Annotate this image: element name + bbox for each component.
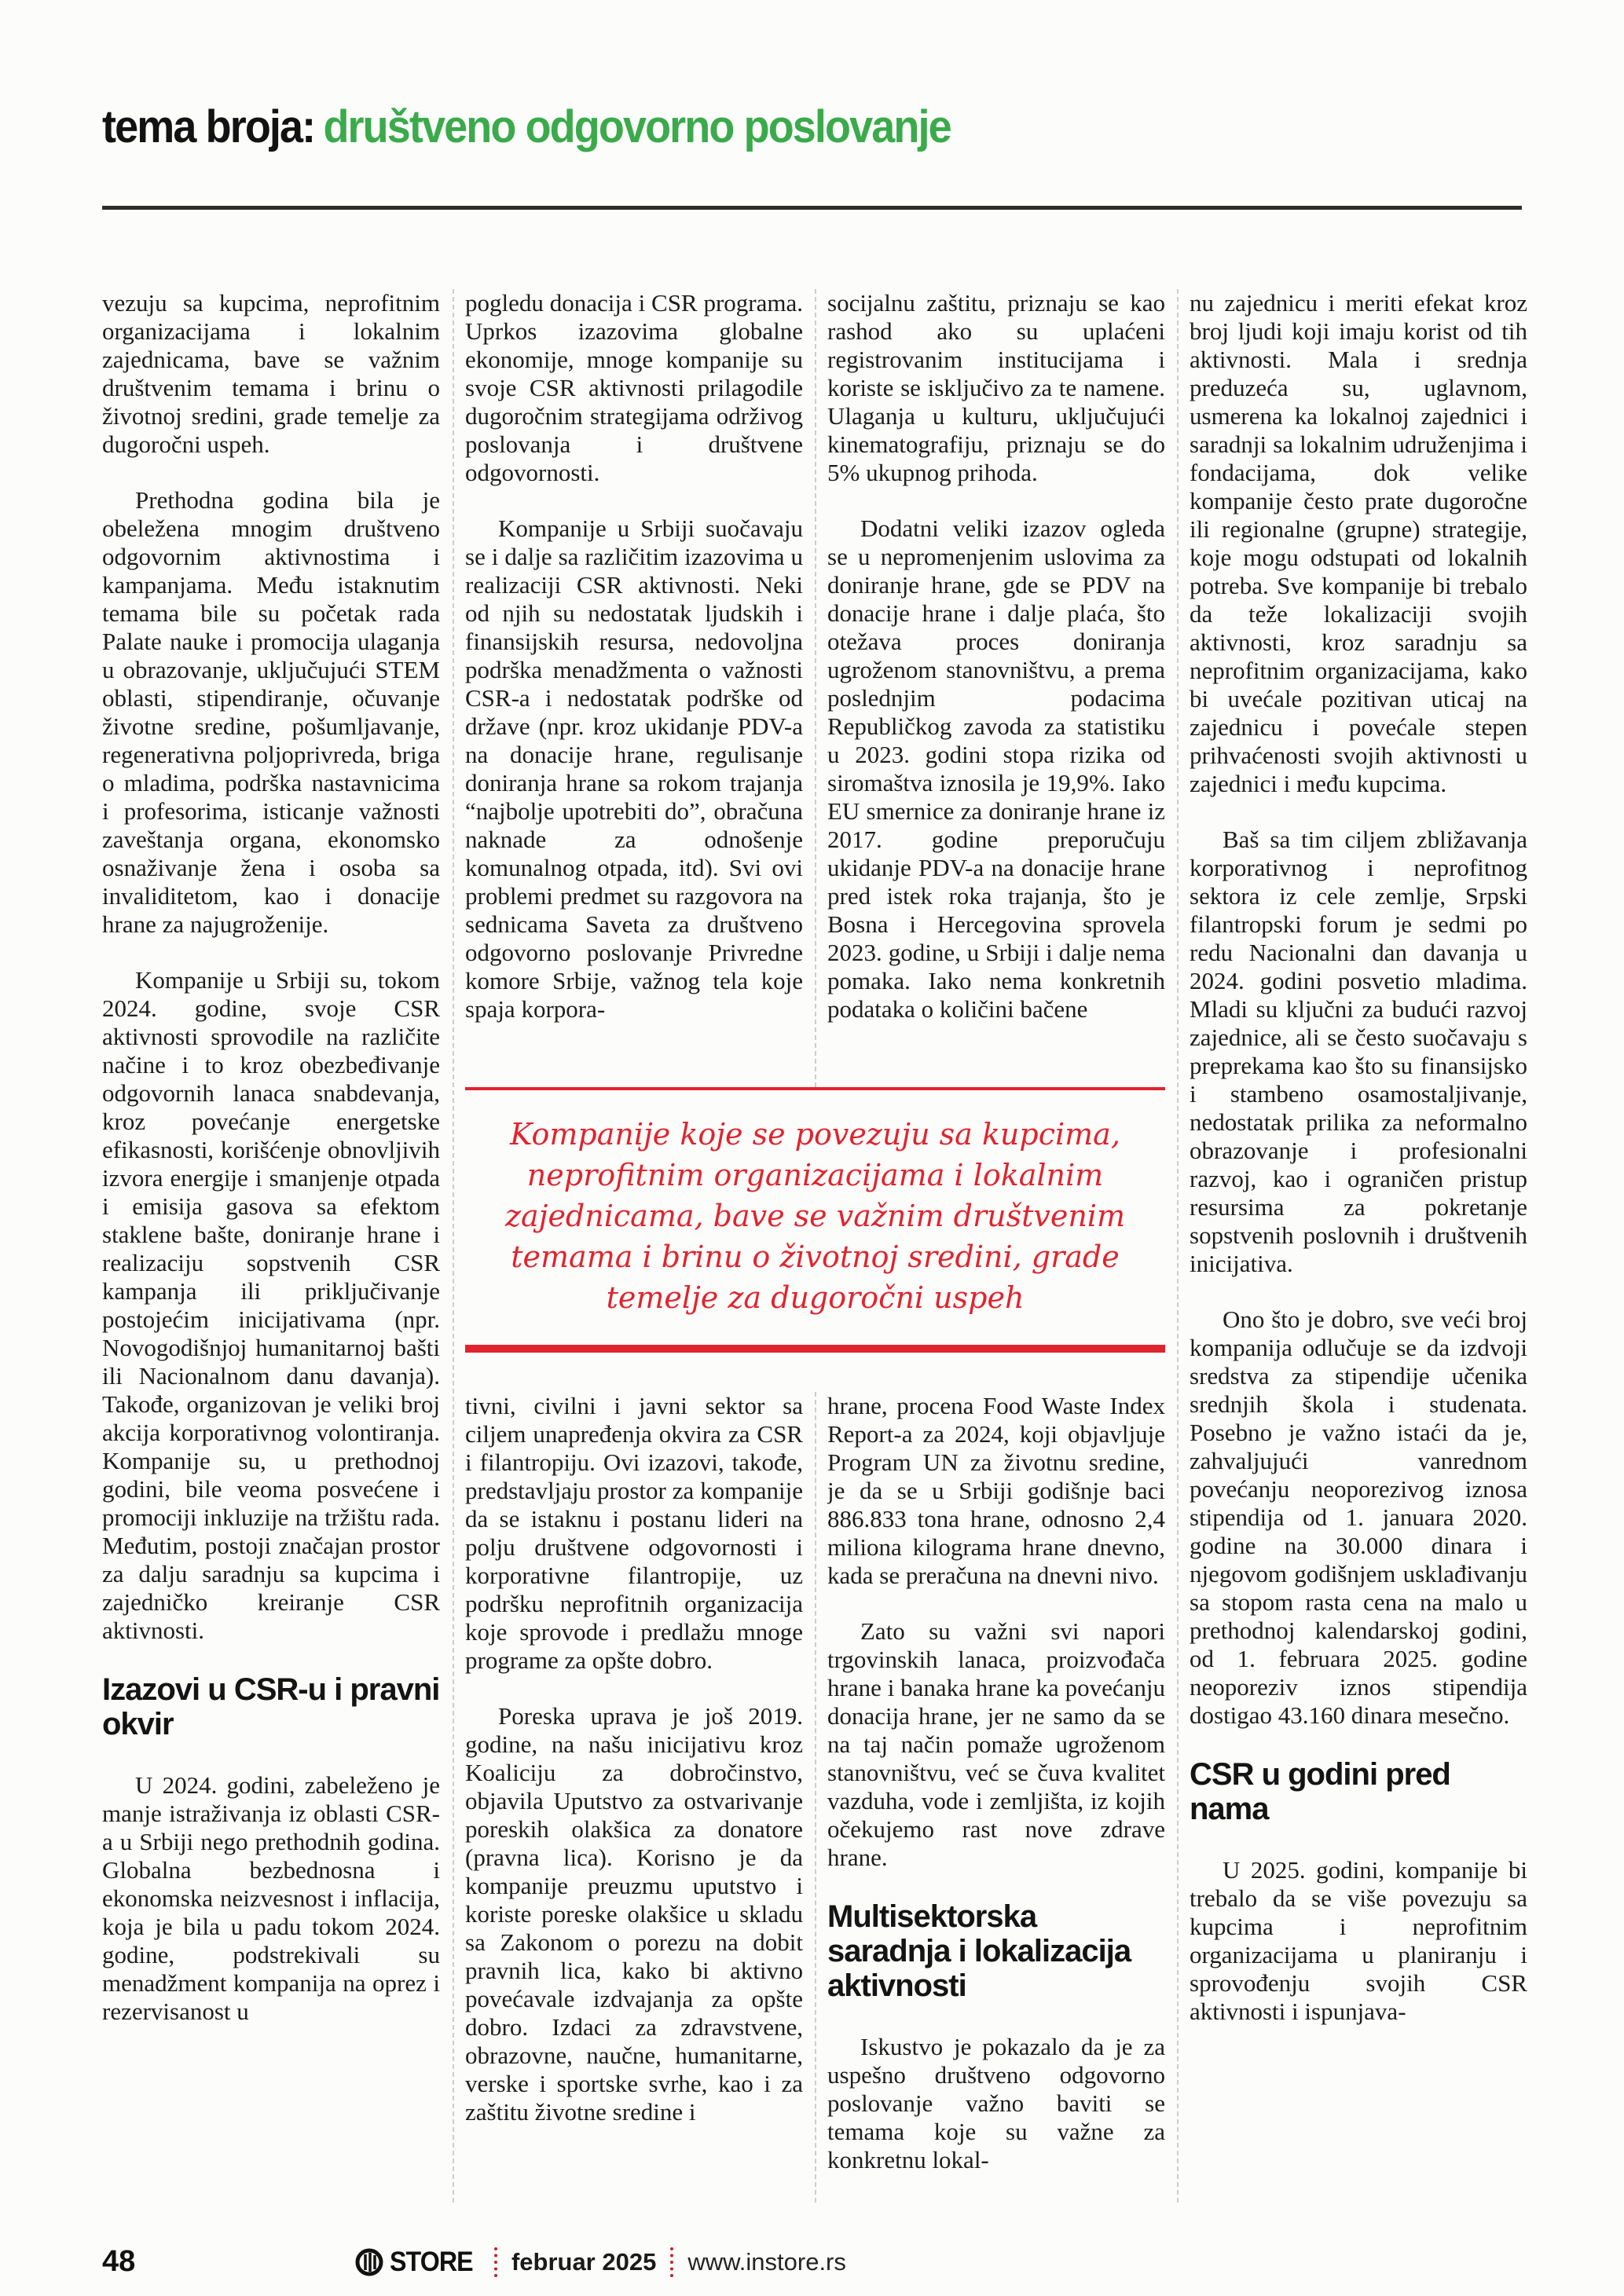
- brand-name: STORE: [390, 2247, 473, 2277]
- pull-quote: [465, 1087, 1165, 1353]
- pull-quote-text: Kompanije koje se povezuju sa kupcima, neprofitnim organizacijama i lokalnim zajednicama, bave se važnim društvenim temama i brinu o životnoj sredini, grade temelje za dugoročni uspeh: [504, 1117, 1125, 1315]
- article-paragraph: vezuju sa kupcima, neprofitnim organizacijama i lokalnim zajednicama, bave se važnim društvenim temama i brinu o životnoj sredini, grade temelje za dugoročni uspeh.: [102, 289, 440, 458]
- article-paragraph: Kompanije u Srbiji su, tokom 2024. godine, svoje CSR aktivnosti sprovodile na različite načine i to kroz obezbeđivanje odgovornih lanaca snabdevanja, kroz povećanje energetske efikasnosti, korišćenje obnovljivih izvora energije i smanjenje otpada i emisija gasova sa efektom staklene bašte, doniranje hrane i realizaciju sopstvenih CSR kampanja ili priključivanje postojećim inicijativama (npr. Novogodišnjoj humanitarnoj bašti ili Nacionalnom danu davanja). Takođe, organizovan je veliki broj akcija korporativnog volontiranja. Kompanije su, u prethodnoj godini, bile veoma posvećene i promociji inkluzije na tržištu rada. Međutim, postoji značajan prostor za dalju saradnju sa kupcima i zajedničko kreiranje CSR aktivnosti.: [102, 966, 440, 1644]
- footer-separator: [494, 2247, 497, 2277]
- article-paragraph: Baš sa tim ciljem zbližavanja korporativnog i neprofitnog sektora iz cele zemlje, Srpski filantropski forum je sedmi po redu Nacionalni dan davanja u 2024. godini posvetio mladima. Mladi su ključni za budući razvoj zajednice, ali se često suočavaju s preprekama kao što su finansijsko i stambeno osamostaljivanje, nedostatak prilika za neformalno obrazovanje i profesionalni razvoj, kao i ograničen pristup resursima za pokretanje sopstvenih poslovnih i društvenih inicijativa.: [1190, 826, 1527, 1277]
- page-footer: [102, 2242, 1522, 2283]
- article-paragraph: pogledu donacija i CSR programa. Uprkos izazovima globalne ekonomije, mnoge kompanije su svoje CSR aktivnosti prilagodile dugoročnim strategijama održivog poslovanja i društvene odgovornosti.: [465, 289, 803, 486]
- footer-separator: [670, 2247, 673, 2277]
- column-3-top: [827, 289, 1165, 1087]
- column-4: [1190, 289, 1527, 2203]
- instore-logo: [355, 2247, 480, 2278]
- pull-quote-rule-bottom: [465, 1345, 1165, 1353]
- page-number: 48: [102, 2245, 136, 2278]
- section-heading-csr-godina: CSR u godini pred nama: [1190, 1757, 1450, 1826]
- section-heading-multisektorska: Multisektorska saradnja i lokalizacija aktivnosti: [827, 1899, 1131, 2003]
- article-paragraph: Zato su važni svi napori trgovinskih lanaca, proizvođača hrane i banaka hrane ka povećanju donacija hrane, jer ne samo da se na taj način pomaže ugroženom stanovništvu, već se čuva kvalitet vazduha, vode i zemljišta, iz kojih očekujemo rast nove zdrave hrane.: [827, 1617, 1165, 1871]
- header-rule: [102, 206, 1522, 210]
- article-paragraph: U 2024. godini, zabeleženo je manje istraživanja iz oblasti CSR-a u Srbiji nego prethodnih godina. Globalna bezbednosna i ekonomska neizvesnost i inflacija, koja je bila u padu tokom 2024. godine, podstrekivali su menadžment kompanija na oprez i rezervisanost u: [102, 1771, 440, 2025]
- article-paragraph: Kompanije u Srbiji suočavaju se i dalje sa različitim izazovima u realizaciji CSR aktivnosti. Neki od njih su nedostatak ljudskih i finansijskih resursa, nedovoljna podrška menadžmenta o važnosti CSR-a i nedostatak podrške od države (npr. kroz ukidanje PDV-a na donacije hrane, regulisanje doniranja hrane sa rokom trajanja “najbolje upotrebiti do”, obračuna naknade za odnošenje komunalnog otpada, itd). Svi ovi problemi predmet su razgovora na sednicama Saveta za društveno odgovorno poslovanje Privredne komore Srbije, važnog tela koje spaja korpora-: [465, 514, 803, 1023]
- column-1: [102, 289, 440, 2203]
- page-title: [102, 101, 1424, 153]
- section-heading-izazovi: Izazovi u CSR-u i pravni okvir: [102, 1672, 440, 1741]
- column-2-bottom: [465, 1392, 803, 2203]
- article-paragraph: Iskustvo je pokazalo da je za uspešno društveno odgovorno poslovanje važno baviti se temama koje su važne za konkretnu lokal-: [827, 2033, 1165, 2173]
- kicker: tema broja:: [102, 101, 315, 152]
- article-paragraph: nu zajednicu i meriti efekat kroz broj ljudi koji imaju korist od tih aktivnosti. Mala i srednja preduzeća su, uglavnom, usmerena ka lokalnoj zajednici i saradnji sa lokalnim udruženjima i fondacijama, dok velike kompanije često prate dugoročne ili regionalne (grupne) strategije, koje mogu odstupati od lokalnih potreba. Sve kompanije bi trebalo da teže lokalizaciji svojih aktivnosti, kroz saradnju sa neprofitnim organizacijama, kako bi uvećale pozitivan uticaj na zajednicu i povećale stepen prihvaćenosti svojih aktivnosti u zajednici i među kupcima.: [1190, 289, 1527, 797]
- website-url: www.instore.rs: [687, 2248, 846, 2276]
- article-paragraph: tivni, civilni i javni sektor sa ciljem unapređenja okvira za CSR i filantropiju. Ovi izazovi, takođe, predstavljaju prostor za kompanije da se istaknu i postanu lideri na polju društvene odgovornosti i korporativne filantropije, uz podršku neprofitnih organizacija koje sprovode i predlažu mnoge programe za opšte dobro.: [465, 1392, 803, 1674]
- pull-quote-rule-top: [465, 1087, 1165, 1090]
- column-separator: [815, 1392, 816, 2203]
- issue-date: februar 2025: [511, 2248, 657, 2276]
- column-separator: [453, 289, 454, 2203]
- column-2-top: [465, 289, 803, 1087]
- article-paragraph: Poreska uprava je još 2019. godine, na našu inicijativu kroz Koaliciju za dobročinstvo, objavila Uputstvo za ostvarivanje poreskih olakšica za donatore (pravna lica). Korisno je da kompanije preuzmu uputstvo i koriste poreske olakšice u skladu sa Zakonom o porezu na dobit pravnih lica, kako bi aktivno povećavale izdvajanja za opšte dobro. Izdaci za zdravstvene, obrazovne, naučne, humanitarne, verske i sportske svrhe, kao i za zaštitu životne sredine i: [465, 1702, 803, 2126]
- article-paragraph: Dodatni veliki izazov ogleda se u nepromenjenim uslovima za doniranje hrane, gde se PDV na donacije hrane i dalje plaća, što otežava proces doniranja ugroženom stanovništvu, a prema poslednjim podacima Republičkog zavoda za statistiku u 2023. godini stopa rizika od siromaštva iznosila je 19,9%. Iako EU smernice za doniranje hrane iz 2017. godine preporučuju ukidanje PDV-a na donacije hrane pred istek roka trajanja, što je Bosna i Hercegovina sprovela 2023. godine, u Srbiji i dalje nema pomaka. Iako nema konkretnih podataka o količini bačene: [827, 514, 1165, 1023]
- article-paragraph: U 2025. godini, kompanije bi trebalo da se više povezuju sa kupcima i neprofitnim organizacijama u planiranju i sprovođenju svojih CSR aktivnosti i ispunjava-: [1190, 1856, 1527, 2025]
- headline: društveno odgovorno poslovanje: [323, 101, 951, 152]
- page-header: [102, 101, 1524, 195]
- instore-logo-icon: [355, 2248, 383, 2276]
- article-paragraph: socijalnu zaštitu, priznaju se kao rashod ako su uplaćeni registrovanim institucijama i koriste se isključivo za te namene. Ulaganja u kulturu, uključujući kinematografiju, priznaju se do 5% ukupnog prihoda.: [827, 289, 1165, 486]
- column-separator: [1177, 289, 1179, 2203]
- footer-brand-group: [355, 2242, 846, 2283]
- article-paragraph: Ono što je dobro, sve veći broj kompanija odlučuje se da izdvoji sredstva za stipendije učenika srednjih škola i studenata. Posebno je važno istaći da je, zahvaljujući vanrednom povećanju neoporezivog iznosa stipendija od 1. januara 2020. godine na 30.000 dinara i njegovom godišnjem usklađivanju sa stopom rasta cena na malo u prethodnoj kalendarskoj godini, od 1. februara 2025. godine neoporeziv iznos stipendija dostigao 43.160 dinara mesečno.: [1190, 1305, 1527, 1729]
- column-separator: [815, 289, 816, 1087]
- article-paragraph: Prethodna godina bila je obeležena mnogim društveno odgovornim aktivnostima i kampanjama. Među istaknutim temama bile su početak rada Palate nauke i promocija ulaganja u obrazovanje, uključujući STEM oblasti, stipendiranje, očuvanje životne sredine, pošumljavanje, regenerativna poljoprivreda, briga o mladima, podrška nastavnicima i profesorima, isticanje važnosti zaveštanja organa, ekonomsko osnaživanje žena i osoba sa invaliditetom, kao i donacije hrane za najugroženije.: [102, 486, 440, 938]
- article-paragraph: hrane, procena Food Waste Index Report-a za 2024, koji objavljuje Program UN za životnu sredine, je da se u Srbiji godišnje baci 886.833 tona hrane, odnosno 2,4 miliona kilograma hrane dnevno, kada se preračuna na dnevni nivo.: [827, 1392, 1165, 1589]
- column-3-bottom: [827, 1392, 1165, 2203]
